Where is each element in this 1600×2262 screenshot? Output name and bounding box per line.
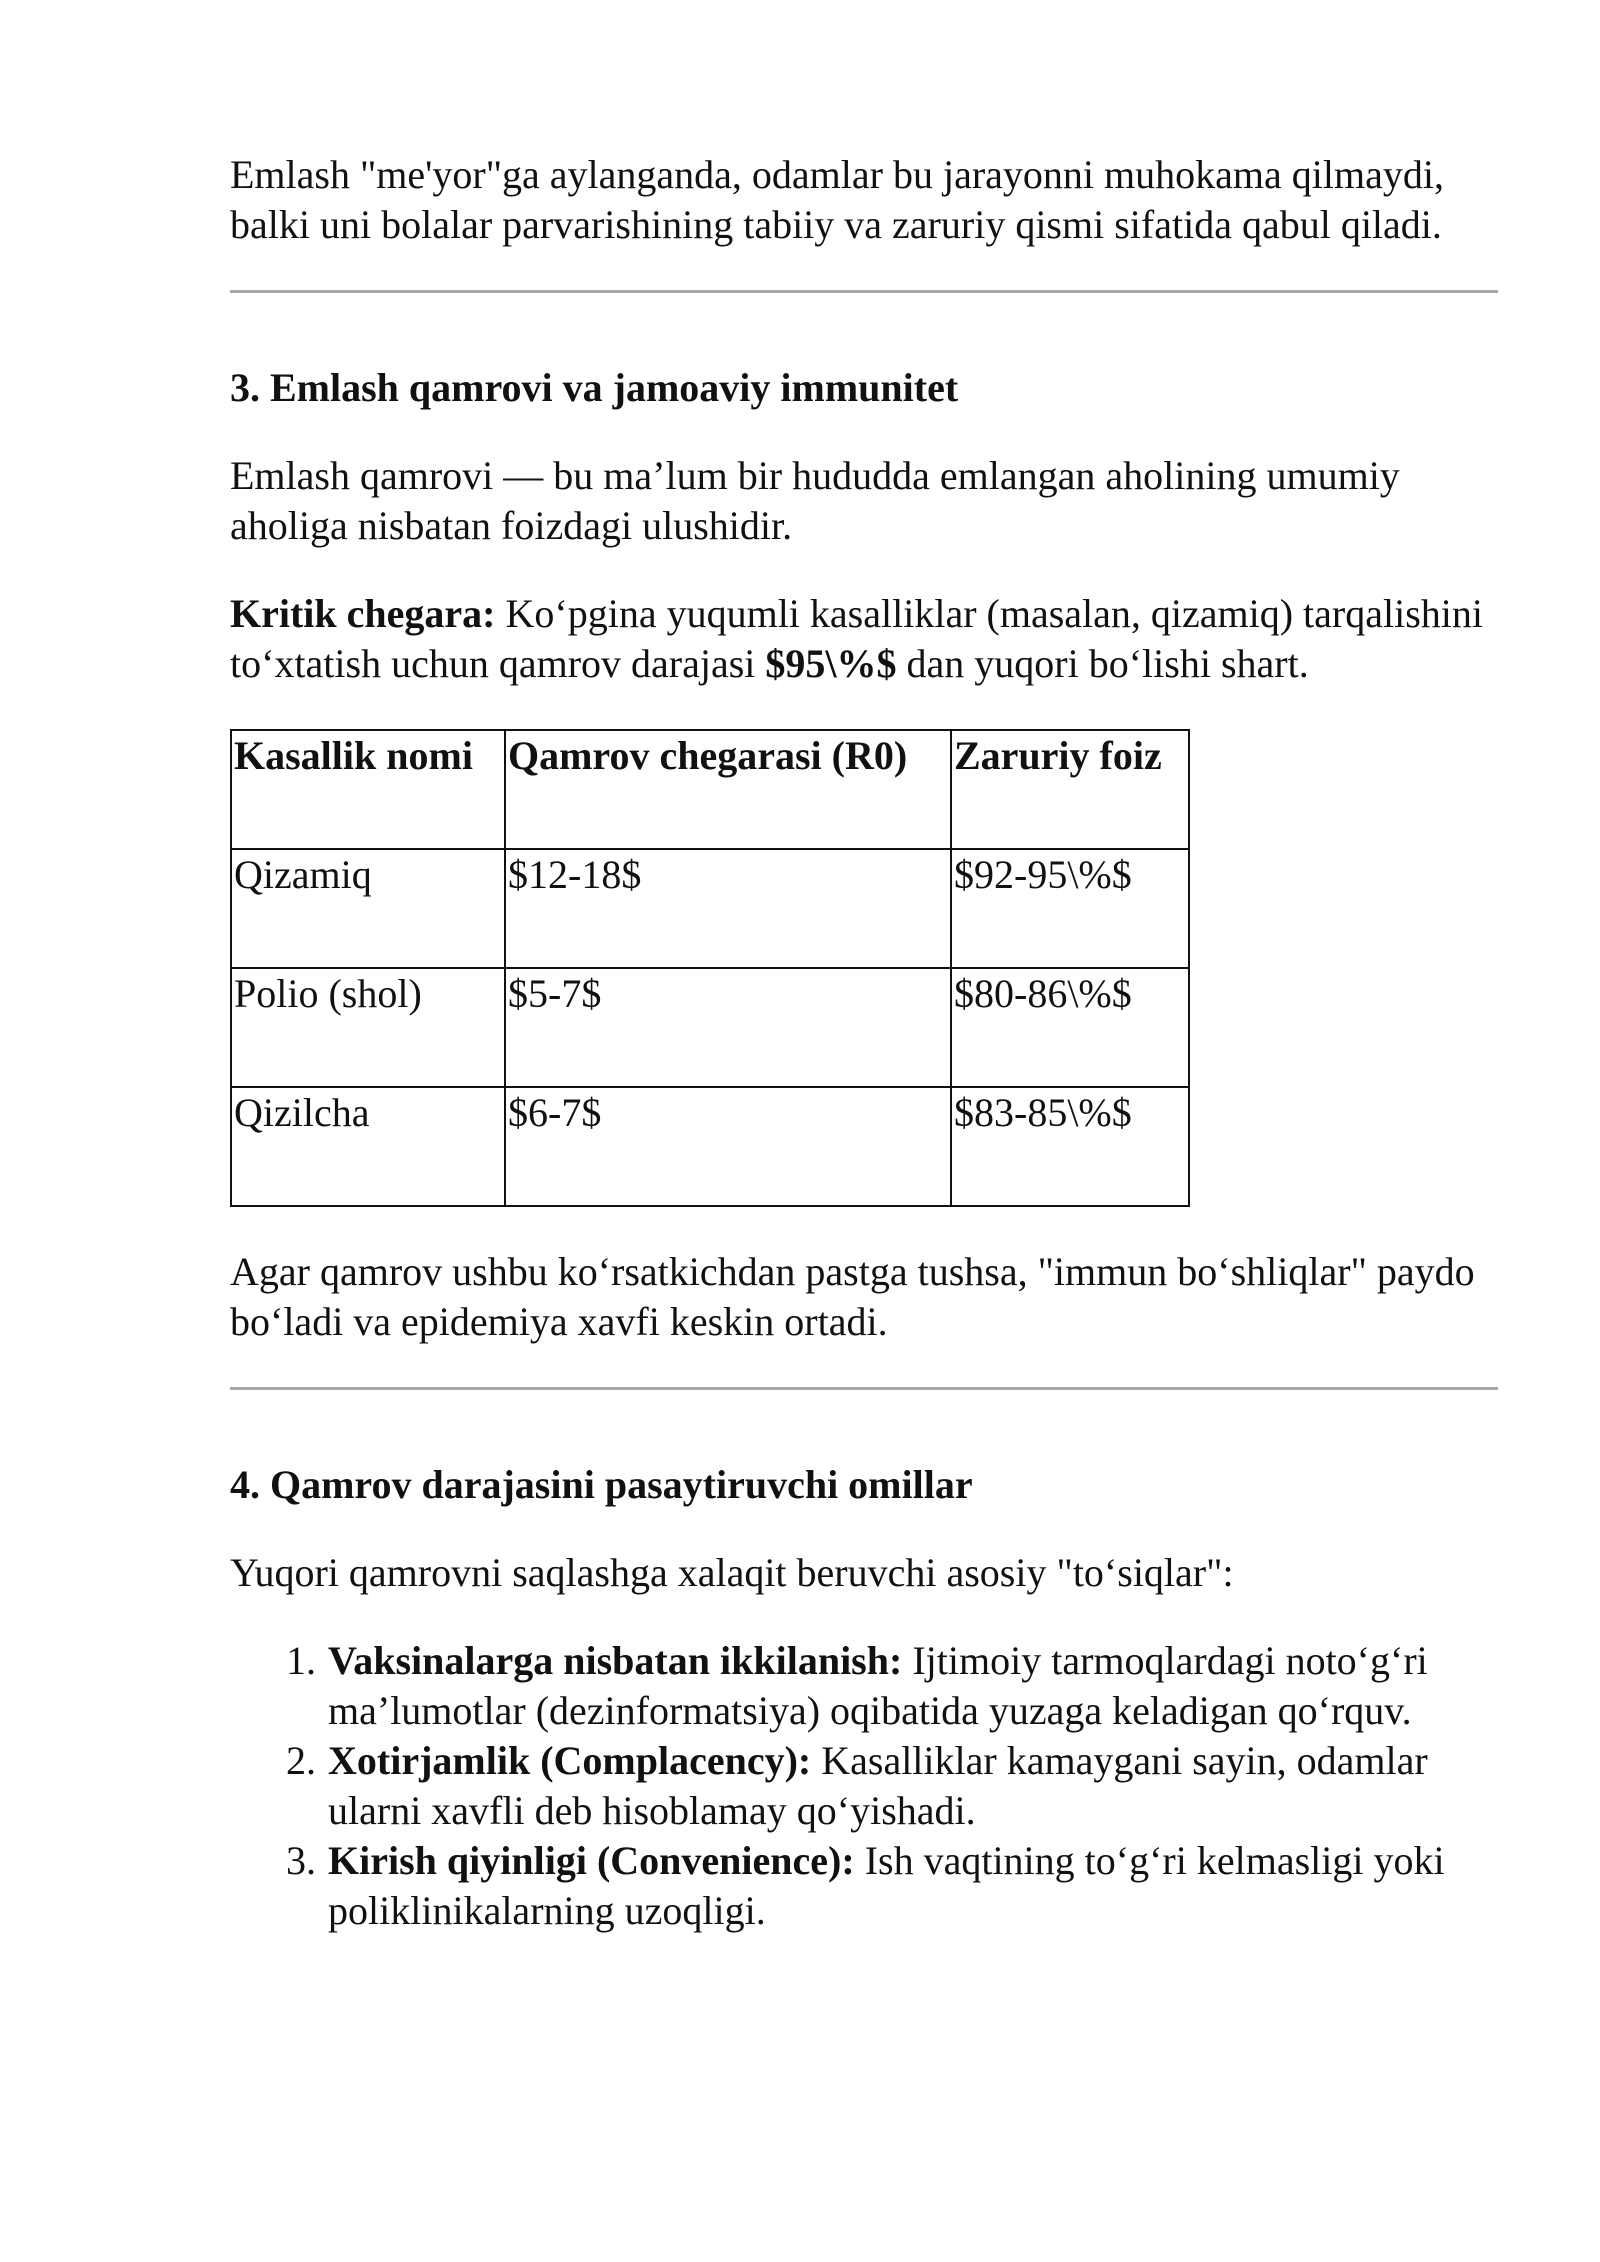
list-item-text: Ish vaqtining to‘g‘ri kelmasligi yoki poliklinikalarning uzoqligi.	[328, 1838, 1445, 1933]
list-item-label: Vaksinalarga nisbatan ikkilanish:	[328, 1638, 903, 1683]
list-item-label: Xotirjamlik (Complacency):	[328, 1738, 812, 1783]
barriers-intro: Yuqori qamrovni saqlashga xalaqit beruvchi asosiy "to‘siqlar":	[230, 1550, 1234, 1595]
critical-value: $95\%$	[765, 641, 897, 686]
column-header-required-percent: Zaruriy foiz	[951, 730, 1189, 849]
section-3-heading: 3. Emlash qamrovi va jamoaviy immunitet	[230, 365, 959, 410]
column-header-disease: Kasallik nomi	[231, 730, 505, 849]
immunity-gap-paragraph: Agar qamrov ushbu ko‘rsatkichdan pastga tushsa, "immun bo‘shliqlar" paydo bo‘ladi va epidemiya xavfi keskin ortadi.	[230, 1249, 1475, 1344]
list-item	[326, 1736, 1500, 1836]
intro-paragraph: Emlash "me'yor"ga aylanganda, odamlar bu jarayonni muhokama qilmaydi, balki uni bolalar parvarishining tabiiy va zaruriy qismi sifatida qabul qiladi.	[230, 152, 1444, 247]
critical-label: Kritik chegara:	[230, 591, 496, 636]
table-cell-disease: Polio (shol)	[231, 968, 505, 1087]
table-cell-threshold: $12-18$	[505, 849, 951, 968]
list-item	[326, 1836, 1500, 1936]
table-cell-disease: Qizilcha	[231, 1087, 505, 1206]
table-cell-disease: Qizamiq	[231, 849, 505, 968]
table-row	[231, 1087, 1189, 1206]
list-item-label: Kirish qiyinligi (Convenience):	[328, 1838, 855, 1883]
critical-threshold-paragraph	[230, 589, 1500, 689]
list-item-text: Kasalliklar kamaygani sayin, odamlar ularni xavfli deb hisoblamay qo‘yishadi.	[328, 1738, 1428, 1833]
coverage-table	[230, 729, 1190, 1207]
list-item-text: Ijtimoiy tarmoqlardagi noto‘g‘ri ma’lumotlar (dezinformatsiya) oqibatida yuzaga keladigan qo‘rquv.	[328, 1638, 1428, 1733]
table-cell-percent: $92-95\%$	[951, 849, 1189, 968]
critical-text-after: dan yuqori bo‘lishi shart.	[896, 641, 1309, 686]
section-4-heading: 4. Qamrov darajasini pasaytiruvchi omillar	[230, 1462, 973, 1507]
table-header-row	[231, 730, 1189, 849]
column-header-threshold: Qamrov chegarasi (R0)	[505, 730, 951, 849]
table-cell-threshold: $5-7$	[505, 968, 951, 1087]
barriers-list	[230, 1636, 1500, 1936]
table-row	[231, 849, 1189, 968]
list-item	[326, 1636, 1500, 1736]
critical-text-before: Ko‘pgina yuqumli kasalliklar (masalan, qizamiq) tarqalishini to‘xtatish uchun qamrov darajasi	[230, 591, 1484, 686]
table-cell-percent: $83-85\%$	[951, 1087, 1189, 1206]
table-cell-percent: $80-86\%$	[951, 968, 1189, 1087]
coverage-definition: Emlash qamrovi — bu ma’lum bir hududda emlangan aholining umumiy aholiga nisbatan foizdagi ulushidir.	[230, 453, 1400, 548]
table-cell-threshold: $6-7$	[505, 1087, 951, 1206]
document-page	[230, 150, 1500, 1936]
table-row	[231, 968, 1189, 1087]
